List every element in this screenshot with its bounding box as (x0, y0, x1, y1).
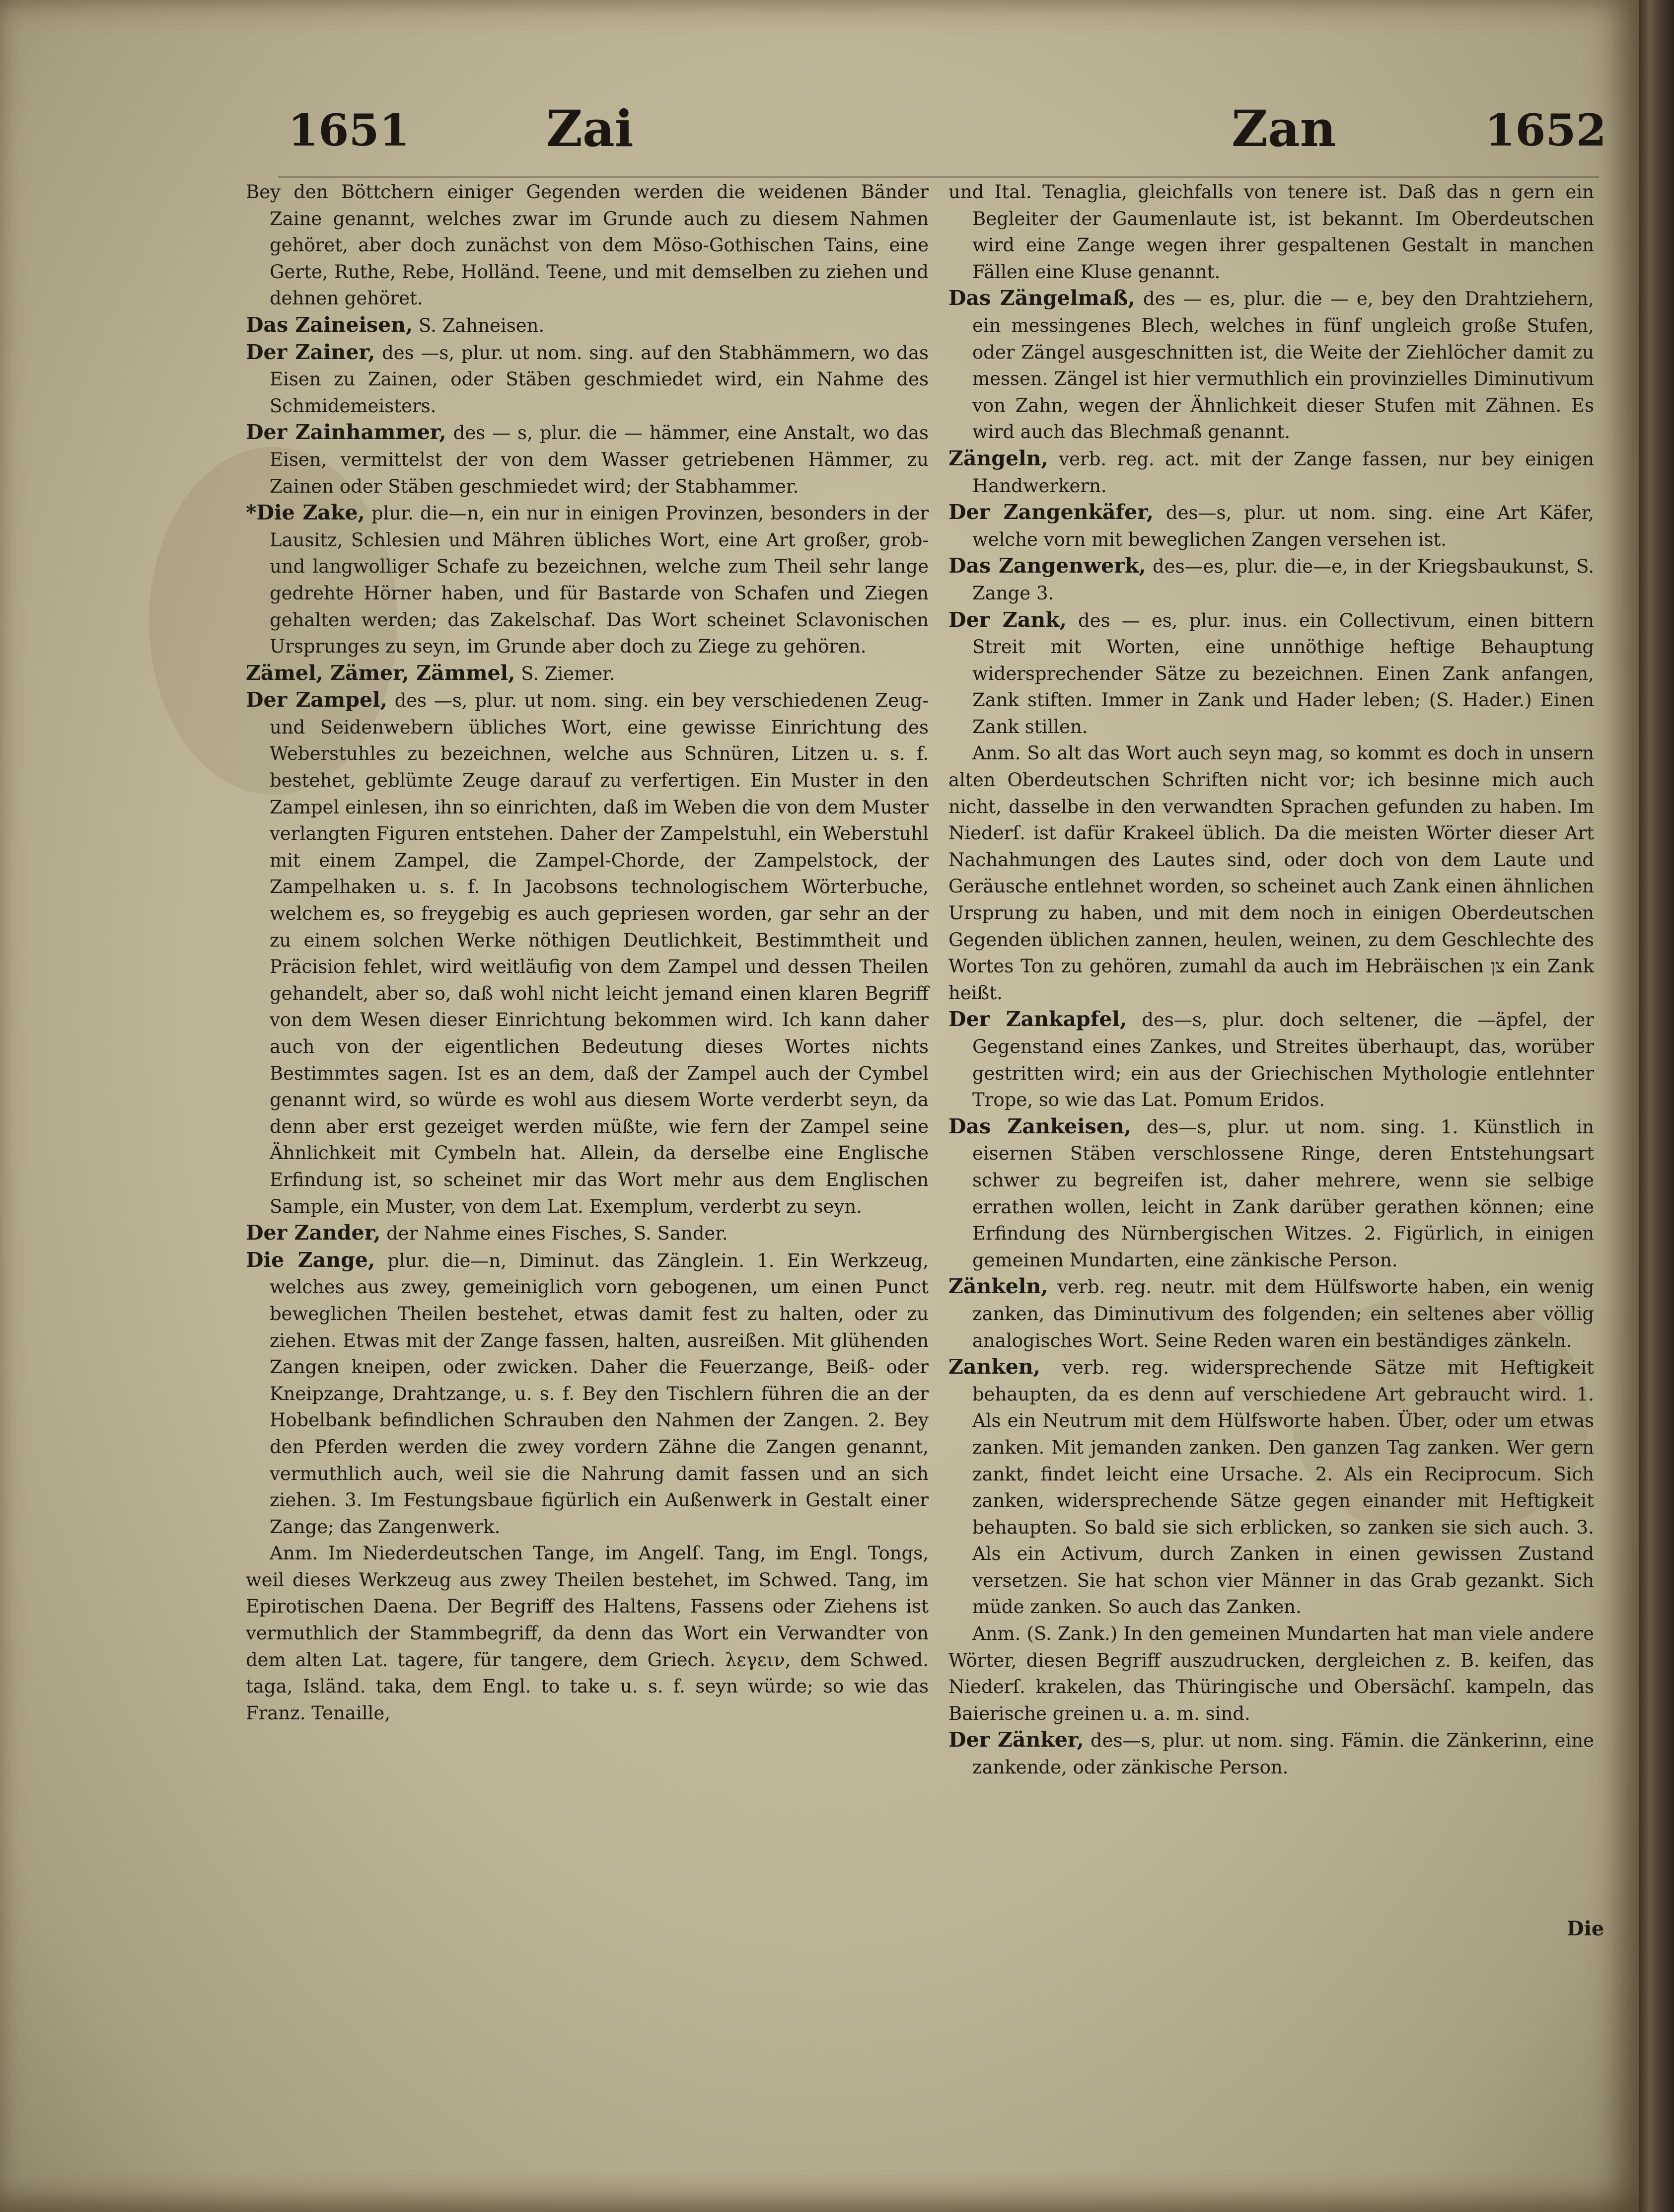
dictionary-entry (948, 499, 1594, 553)
dictionary-entry (246, 312, 929, 339)
dictionary-entry (246, 687, 929, 1220)
entry-text: verb. reg. neutr. mit dem Hülfsworte haben, ein wenig zanken, das Diminutivum des folgenden; ein seltenes aber völlig analogisches Wort. Seine Reden waren ein beständiges zänkeln. (972, 1276, 1595, 1351)
footer-catchword: Die (1567, 1917, 1604, 1940)
entry-text: des — es, plur. inus. ein Collectivum, einen bittern Streit mit Worten, eine unnöthige heftige Behauptung widersprechender Sätze zu bezeichnen. Einen Zank anfangen, Zank stiften. Immer in Zank und Hader leben; (S. Hader.) Einen Zank stillen. (972, 609, 1594, 737)
entry-text: verb. reg. widersprechende Sätze mit Heftigkeit behaupten, da es denn auf verschiedene Art gebraucht wird. 1. Als ein Neutrum mit dem Hülfsworte haben. Über, oder um etwas zanken. Mit jemanden zanken. Den ganzen Tag zanken. Wer gern zankt, findet leicht eine Ursache. 2. Als ein Reciprocum. Sich zanken, widersprechende Sätze gegen einander mit Heftigkeit behaupten. So bald sie sich erblicken, so zanken sie sich auch. 3. Als ein Activum, durch Zanken in einen gewissen Zustand versetzen. Sie hat schon vier Männer in das Grab gezankt. Sich müde zanken. So auch das Zanken. (972, 1357, 1594, 1618)
entry-headword: Zängeln, (948, 446, 1048, 470)
entry-text: verb. reg. act. mit der Zange fassen, nur bey einigen Handwerkern. (972, 448, 1594, 497)
entry-text: des — s, plur. die — hämmer, eine Anstalt, wo das Eisen, vermittelst der von dem Wasser getriebenen Hämmer, zu Zainen oder Stäben geschmiedet wird; der Stabhammer. (270, 422, 929, 497)
dictionary-entry (246, 179, 929, 312)
entry-headword: Der Zankapfel, (948, 1007, 1127, 1032)
header-rule (278, 176, 1599, 178)
dictionary-entry (246, 500, 929, 660)
dictionary-entry (948, 445, 1594, 499)
entry-text: des —s, plur. ut nom. sing. auf den Stabhämmern, wo das Eisen zu Zainen, oder Stäben geschmiedet wird, ein Nahme des Schmidemeisters. (270, 342, 929, 417)
entry-text: des — es, plur. die — e, bey den Drahtziehern, ein messingenes Blech, welches in fünf ungleich große Stufen, oder Zängel ausgeschnitten ist, die Weite der Ziehlöcher damit zu messen. Zängel ist hier vermuthlich ein provinzielles Diminutivum von Zahn, wegen der Ähnlichkeit dieser Stufen mit Zähnen. Es wird auch das Blechmaß genannt. (972, 288, 1595, 443)
dictionary-entry (948, 1006, 1594, 1113)
entry-headword: Das Zängelmaß, (948, 286, 1135, 310)
entry-text: plur. die—n, Diminut. das Zänglein. 1. Ein Werkzeug, welches aus zwey, gemeiniglich vorn gebogenen, um einen Punct beweglichen Theilen bestehet, etwas damit fest zu halten, oder zu ziehen. Etwas mit der Zange fassen, halten, ausreißen. Mit glühenden Zangen kneipen, oder zwicken. Daher die Feuerzange, Beiß- oder Kneipzange, Drahtzange, u. s. f. Bey den Tischlern führen die an der Hobelbank befindlichen Schrauben den Nahmen der Zangen. 2. Bey den Pferden werden die zwey vordern Zähne die Zangen genannt, vermuthlich auch, weil sie die Nahrung damit fassen und an sich ziehen. 3. Im Festungsbaue figürlich ein Außenwerk in Gestalt einer Zange; das Zangenwerk. (270, 1250, 929, 1538)
entry-headword: Der Zangenkäfer, (948, 500, 1154, 524)
dictionary-entry (246, 1220, 929, 1247)
dictionary-entry (246, 339, 929, 420)
entry-headword: Der Zampel, (246, 688, 387, 712)
entry-text: des—s, plur. ut nom. sing. 1. Künstlich in eisernen Stäben verschlossene Ringe, deren Entstehungsart schwer zu begreifen ist, daher mehrere, wenn sie selbige errathen wollen, leicht in Zank darüber gerathen können; eine Erfindung des Nürnbergischen Witzes. 2. Figürlich, in einigen gemeinen Mundarten, eine zänkische Person. (972, 1116, 1594, 1271)
entry-headword: Das Zankeisen, (948, 1114, 1132, 1138)
page-number-right: 1652 (1485, 104, 1606, 156)
dictionary-entry (948, 553, 1594, 606)
entry-headword: Zämel, Zämer, Zämmel, (246, 661, 515, 685)
entry-text: Anm. (S. Zank.) In den gemeinen Mundarten hat man viele andere Wörter, diesen Begriff auszudrucken, dergleichen z. B. keifen, das Niederſ. krakelen, das Thüringische und Obersächſ. kampeln, das Baierische greinen u. a. m. sind. (948, 1623, 1594, 1724)
entry-text: des—es, plur. die—e, in der Kriegsbaukunst, S. Zange 3. (972, 556, 1594, 604)
entry-text: S. Ziemer. (521, 663, 615, 684)
entry-headword: Das Zangenwerk, (948, 554, 1146, 578)
entry-text: S. Zahneisen. (419, 314, 545, 336)
entry-text: des—s, plur. ut nom. sing. Fämin. die Zänkerinn, eine zankende, oder zänkische Person. (972, 1730, 1594, 1778)
entry-headword: Die Zange, (246, 1248, 375, 1272)
entry-text: des—s, plur. doch seltener, die —äpfel, der Gegenstand eines Zankes, und Streites überhaupt, das, worüber gestritten wird; ein aus der Griechischen Mythologie entlehnter Trope, so wie das Lat. Pomum Eridos. (972, 1009, 1594, 1111)
entry-headword: Der Zainer, (246, 340, 375, 364)
entry-headword: Zänkeln, (948, 1274, 1048, 1299)
annotation-paragraph (948, 1621, 1594, 1727)
entry-text: und Ital. Tenaglia, gleichfalls von tenere ist. Daß das n gern ein Begleiter der Gaumenlaute ist, ist bekannt. Im Oberdeutschen wird eine Zange wegen ihrer gespaltenen Gestalt in manchen Fällen eine Kluse genannt. (948, 181, 1594, 283)
running-head-right: Zan (1232, 99, 1336, 158)
right-column (948, 179, 1594, 1967)
dictionary-entry (246, 660, 929, 687)
dictionary-entry (948, 285, 1594, 445)
left-column (246, 179, 929, 1967)
dictionary-entry (948, 179, 1594, 285)
annotation-paragraph (246, 1540, 929, 1726)
entry-headword: Der Zank, (948, 607, 1067, 632)
annotation-paragraph (948, 740, 1594, 1006)
entry-text: der Nahme eines Fisches, S. Sander. (386, 1223, 728, 1245)
book-spine (1639, 0, 1674, 2212)
entry-text: Anm. Im Niederdeutschen Tange, im Angelſ. Tang, im Engl. Tongs, weil dieses Werkzeug aus zwey Theilen bestehet, im Schwed. Tang, im Epirotischen Daena. Der Begriff des Haltens, Fassens oder Ziehens ist vermuthlich der Stammbegriff, da denn das Wort ein Verwandter von dem alten Lat. tagere, für tangere, dem Griech. λεγειν, dem Schwed. taga, Isländ. taka, dem Engl. to take u. s. f. seyn würde; so wie das Franz. Tenaille, (246, 1543, 929, 1724)
entry-headword: Zanken, (948, 1355, 1040, 1379)
entry-headword: *Die Zake, (246, 501, 365, 525)
entry-headword: Der Zänker, (948, 1728, 1084, 1752)
dictionary-entry (948, 1113, 1594, 1274)
entry-text: plur. die—n, ein nur in einigen Provinzen, besonders in der Lausitz, Schlesien und Mähren übliches Wort, eine Art großer, grob- und langwolliger Schafe zu bezeichnen, welche zum Theil sehr lange gedrehte Hörner haben, und für Bastarde von Schafen und Ziegen gehalten werden; das Zakelschaf. Das Wort scheinet Sclavonischen Ursprunges zu seyn, im Grunde aber doch zu Ziege zu gehören. (270, 503, 929, 658)
dictionary-entry (246, 419, 929, 500)
dictionary-entry (948, 1354, 1594, 1621)
entry-text: des —s, plur. ut nom. sing. ein bey verschiedenen Zeug- und Seidenwebern übliches Wort, eine gewisse Einrichtung des Weberstuhles zu bezeichnen, welche aus Schnüren, Litzen u. s. f. bestehet, geblümte Zeuge darauf zu verfertigen. Ein Muster in den Zampel einlesen, ihn so einrichten, daß im Weben die von dem Muster verlangten Figuren entstehen. Daher der Zampelstuhl, ein Weberstuhl mit einem Zampel, die Zampel-Chorde, der Zampelstock, der Zampelhaken u. s. f. In Jacobsons technologischem Wörterbuche, welchem es, so freygebig es auch gepriesen worden, gar sehr an der zu einem solchen Werke nöthigen Deutlichkeit, Bestimmtheit und Präcision fehlet, wird weitläufig von dem Zampel und dessen Theilen gehandelt, aber so, daß wohl nicht leicht jemand einen klaren Begriff von dem Wesen dieser Einrichtung bekommen wird. Ich kann daher auch von der eigentlichen Bedeutung dieses Wortes nichts Bestimmtes sagen. Ist es an dem, daß der Zampel auch der Cymbel genannt wird, so würde es wohl aus diesem Worte verderbt seyn, da denn aber erst gezeiget werden müßte, wie fern der Zampel seine Ähnlichkeit mit Cymbeln hat. Allein, da derselbe eine Englische Erfindung ist, so scheinet mir das Wort mehr aus dem Englischen Sample, ein Muster, von dem Lat. Exemplum, verderbt zu seyn. (270, 690, 929, 1217)
page-number-left: 1651 (288, 104, 410, 156)
dictionary-entry (948, 1727, 1594, 1780)
entry-text: des—s, plur. ut nom. sing. eine Art Käfer, welche vorn mit beweglichen Zangen versehen ist. (972, 502, 1594, 550)
dictionary-entry (948, 607, 1594, 740)
page-header (0, 99, 1639, 164)
dictionary-entry (246, 1247, 929, 1541)
entry-headword: Der Zander, (246, 1221, 381, 1245)
dictionary-entry (948, 1273, 1594, 1354)
running-head-left: Zai (546, 99, 634, 158)
entry-headword: Das Zaineisen, (246, 312, 413, 337)
entry-text: Bey den Böttchern einiger Gegenden werden die weidenen Bänder Zaine genannt, welches zwar im Grunde auch zu diesem Nahmen gehöret, aber doch zunächst von dem Möso-Gothischen Tains, eine Gerte, Ruthe, Rebe, Holländ. Teene, und mit demselben zu ziehen und dehnen gehöret. (246, 181, 929, 309)
entry-headword: Der Zainhammer, (246, 420, 446, 444)
entry-text: Anm. So alt das Wort auch seyn mag, so kommt es doch in unsern alten Oberdeutschen Schriften nicht vor; ich besinne mich auch nicht, dasselbe in den verwandten Sprachen gefunden zu haben. Im Niederſ. ist dafür Krakeel üblich. Da die meisten Wörter dieser Art Nachahmungen des Lautes sind, oder doch von dem Laute und Geräusche entlehnet worden, so scheinet auch Zank einen ähnlichen Ursprung zu haben, und mit dem noch in einigen Oberdeutschen Gegenden üblichen zannen, heulen, weinen, zu dem Geschlechte des Wortes Ton zu gehören, zumahl da auch im Hebräischen צן ein Zank heißt. (948, 742, 1594, 1004)
